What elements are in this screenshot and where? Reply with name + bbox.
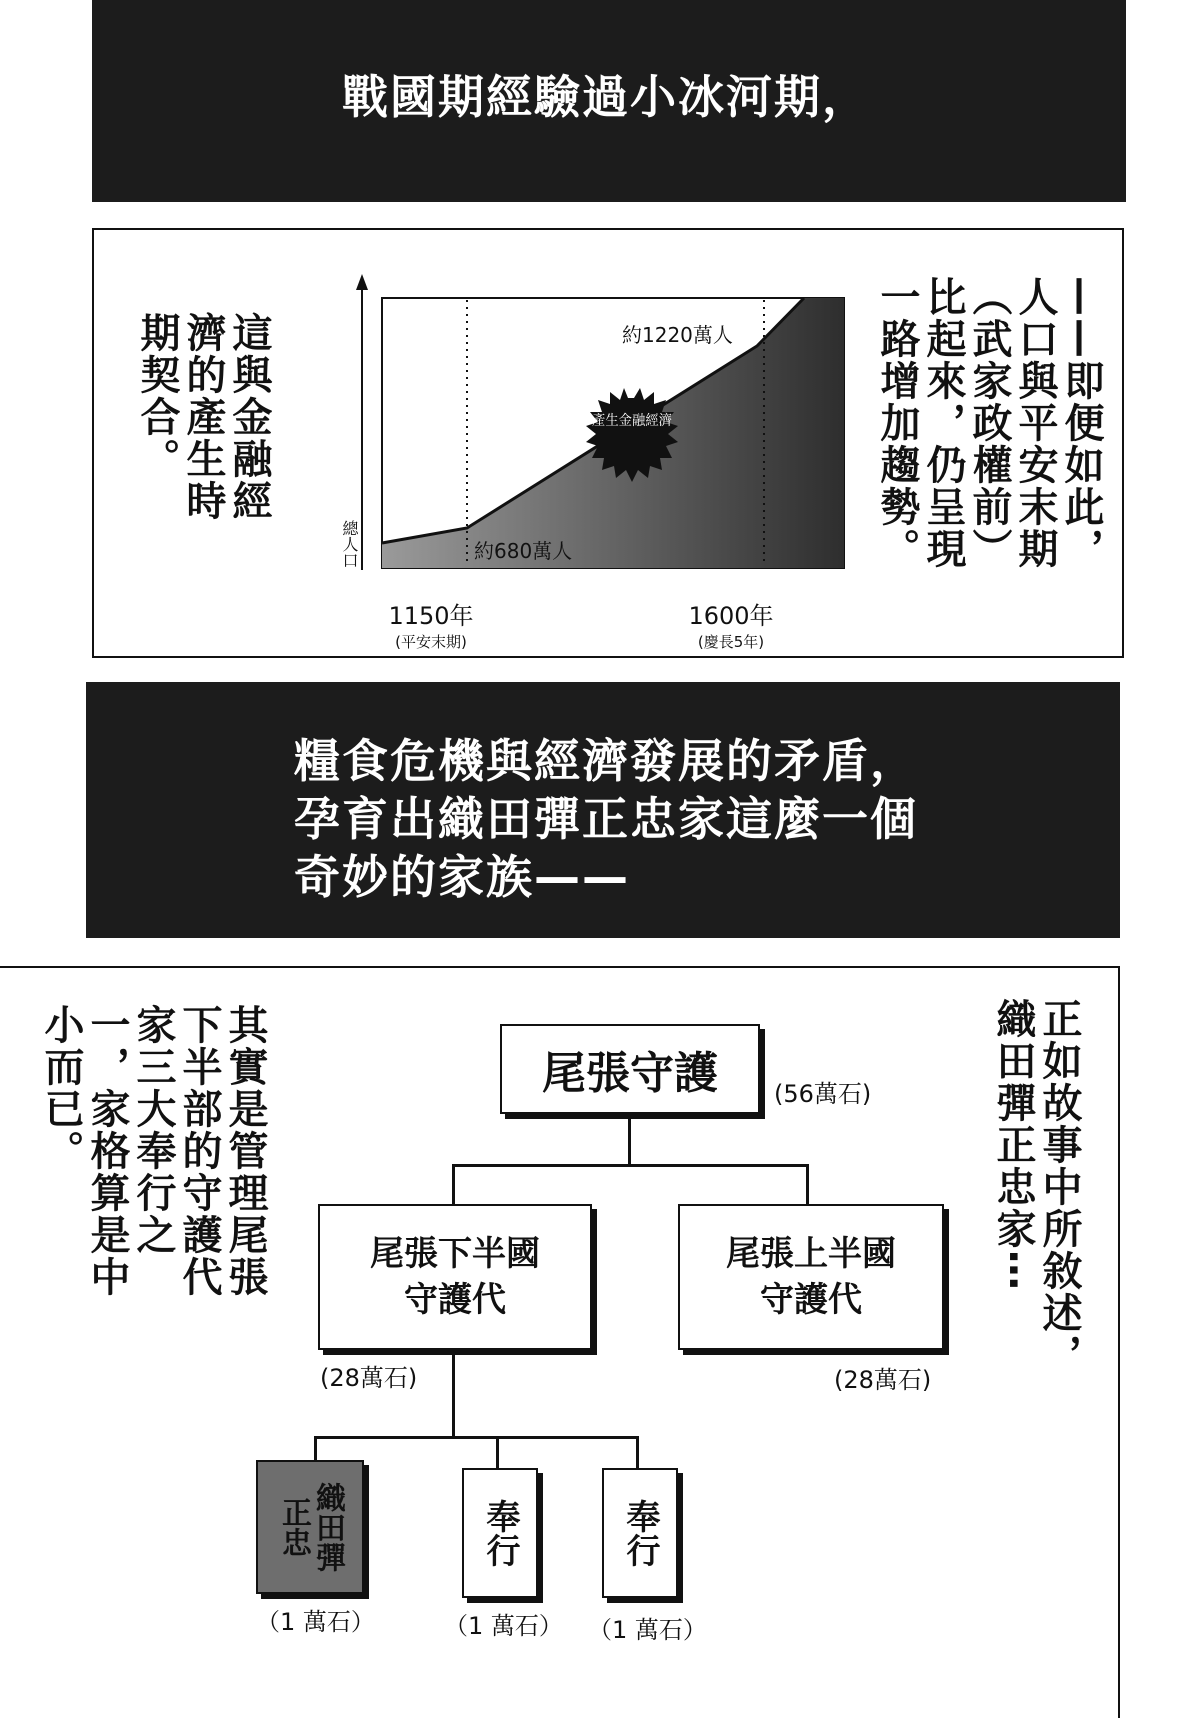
org-mid-left-value: (28萬石) bbox=[320, 1364, 418, 1392]
connector-bottom-horizontal bbox=[314, 1436, 638, 1439]
x-tick-1600-sub: (慶長5年) bbox=[697, 633, 765, 651]
org-mid-left-line1: 尾張下半國 bbox=[370, 1234, 540, 1274]
connector-top-down bbox=[628, 1114, 631, 1164]
org-mid-right-line1: 尾張上半國 bbox=[726, 1234, 896, 1274]
org-bottom-bugyo-1-value: （1 萬石） bbox=[444, 1612, 563, 1640]
x-tick-1150 bbox=[376, 596, 486, 652]
org-bottom-oda-box bbox=[256, 1460, 364, 1594]
org-bottom-bugyo-1-box bbox=[462, 1468, 538, 1598]
connector-mid-left-to-bottom bbox=[452, 1352, 455, 1438]
x-tick-1150-label: 1150年 bbox=[388, 602, 474, 630]
org-top-box bbox=[500, 1024, 760, 1114]
annotation-low: 約680萬人 bbox=[474, 539, 573, 563]
org-mid-right-box bbox=[678, 1204, 944, 1350]
org-right-text: 正如故事中所敘述，織田彈正忠家⋯ bbox=[990, 998, 1082, 1376]
mid-banner bbox=[86, 682, 1120, 938]
annotation-high: 約1220萬人 bbox=[622, 323, 733, 347]
org-mid-left-line2: 守護代 bbox=[404, 1280, 506, 1320]
org-bottom-bugyo-1-label: 奉行 bbox=[480, 1499, 520, 1567]
org-bottom-bugyo-2-value: （1 萬石） bbox=[588, 1616, 707, 1644]
org-bottom-oda-label: 織田彈正忠 bbox=[276, 1482, 345, 1572]
y-axis-label: 總人口 bbox=[340, 520, 359, 568]
x-tick-1600-label: 1600年 bbox=[688, 602, 774, 630]
top-banner-text: 戰國期經驗過小冰河期， bbox=[342, 70, 870, 124]
org-top-value: (56萬石) bbox=[774, 1080, 872, 1108]
org-bottom-oda-value: （1 萬石） bbox=[256, 1608, 375, 1636]
mid-banner-lines bbox=[294, 732, 918, 906]
top-banner bbox=[92, 0, 1126, 202]
org-bottom-bugyo-2-box bbox=[602, 1468, 678, 1598]
org-mid-right-line2: 守護代 bbox=[760, 1280, 862, 1320]
x-tick-1150-sub: (平安末期) bbox=[395, 633, 467, 651]
burst-label: 產生金融經濟 bbox=[592, 413, 676, 429]
population-chart bbox=[324, 270, 854, 610]
mid-banner-line-1: 糧食危機與經濟發展的矛盾， bbox=[294, 734, 918, 788]
mid-banner-line-3: 奇妙的家族—— bbox=[294, 850, 630, 904]
org-mid-left-box bbox=[318, 1204, 592, 1350]
org-bottom-bugyo-2-label: 奉行 bbox=[620, 1499, 660, 1567]
chart-left-text: 這與金融經濟的產生時期契合。 bbox=[134, 312, 272, 522]
org-panel bbox=[0, 966, 1120, 1718]
org-mid-right-value: (28萬石) bbox=[834, 1366, 932, 1394]
x-tick-1600 bbox=[676, 596, 786, 652]
chart-right-text: ——即便如此，人口與平安末期（武家政權前）比起來，仍呈現一路增加趨勢。 bbox=[874, 276, 1104, 570]
y-axis-arrow bbox=[356, 274, 368, 290]
connector-mid-horizontal bbox=[452, 1164, 808, 1167]
chart-panel bbox=[92, 228, 1124, 658]
org-left-text: 其實是管理尾張下半部的守護代家三大奉行之一，家格算是中小而已。 bbox=[38, 1004, 268, 1298]
org-top-label: 尾張守護 bbox=[542, 1048, 718, 1099]
mid-banner-line-2: 孕育出織田彈正忠家這麼一個 bbox=[294, 792, 918, 846]
